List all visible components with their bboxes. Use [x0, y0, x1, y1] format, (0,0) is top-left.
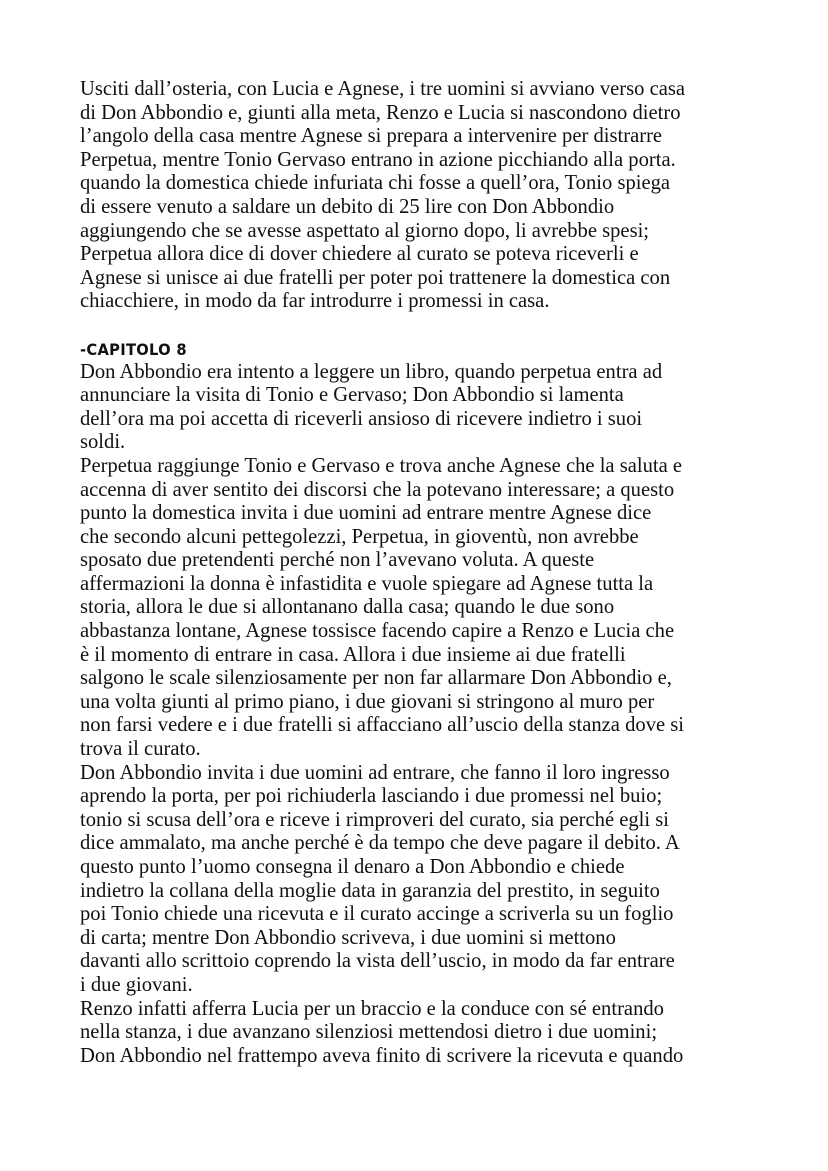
- text-line: Don Abbondio era intento a leggere un libro, quando perpetua entra ad: [80, 360, 663, 383]
- document-page: [80, 78, 780, 1068]
- text-line: questo punto l’uomo consegna il denaro a Don Abbondio e chiede: [80, 856, 625, 878]
- chapter-heading: -CAPITOLO 8: [80, 339, 187, 359]
- text-line: salgono le scale silenziosamente per non far allarmare Don Abbondio e,: [80, 667, 672, 690]
- text-line: Agnese si unisce ai due fratelli per poter poi trattenere la domestica con: [80, 266, 671, 289]
- text-line: accenna di aver sentito dei discorsi che la potevano interessare; a questo: [80, 478, 675, 501]
- text-line: non farsi vedere e i due fratelli si affacciano all’uscio della stanza dove si: [80, 714, 685, 737]
- text-line: trova il curato.: [80, 738, 201, 761]
- text-line: chiacchiere, in modo da far introdurre i promessi in casa.: [80, 290, 550, 313]
- text-line: di essere venuto a saldare un debito di 25 lire con Don Abbondio: [80, 195, 615, 218]
- text-line: aprendo la porta, per poi richiuderla lasciando i due promessi nel buio;: [80, 785, 663, 808]
- text-line: l’angolo della casa mentre Agnese si prepara a intervenire per distrarre: [80, 125, 663, 148]
- text-line: Renzo infatti afferra Lucia per un braccio e la conduce con sé entrando: [80, 997, 664, 1020]
- text-line: quando la domestica chiede infuriata chi fosse a quell’ora, Tonio spiega: [80, 172, 671, 195]
- text-line: aggiungendo che se avesse aspettato al giorno dopo, li avrebbe spesi;: [80, 219, 650, 242]
- text-line: dice ammalato, ma anche perché è da tempo che deve pagare il debito. A: [80, 832, 680, 855]
- text-line: una volta giunti al primo piano, i due giovani si stringono al muro per: [80, 690, 655, 713]
- chapter-body: [80, 361, 780, 1069]
- text-line: di Don Abbondio e, giunti alla meta, Renzo e Lucia si nascondono dietro: [80, 101, 681, 124]
- text-line: di carta; mentre Don Abbondio scriveva, i due uomini si mettono: [80, 926, 616, 949]
- text-line: nella stanza, i due avanzano silenziosi mettendosi dietro i due uomini;: [80, 1021, 658, 1044]
- text-line: punto la domestica invita i due uomini ad entrare mentre Agnese dice: [80, 502, 652, 525]
- paragraph: [80, 762, 780, 998]
- text-line: annunciare la visita di Tonio e Gervaso; Don Abbondio si lamenta: [80, 384, 624, 407]
- text-line: Perpetua raggiunge Tonio e Gervaso e trova anche Agnese che la saluta e: [80, 454, 683, 477]
- text-line: che secondo alcuni pettegolezzi, Perpetua, in gioventù, non avrebbe: [80, 525, 639, 548]
- intro-paragraph: [80, 78, 780, 314]
- text-line: sposato due pretendenti perché non l’avevano voluta. A queste: [80, 549, 595, 572]
- text-line: Perpetua, mentre Tonio Gervaso entrano in azione picchiando alla porta.: [80, 148, 676, 171]
- text-line: davanti allo scrittoio coprendo la vista dell’uscio, in modo da far entrare: [80, 950, 675, 973]
- text-line: Don Abbondio invita i due uomini ad entrare, che fanno il loro ingresso: [80, 761, 670, 784]
- text-line: Perpetua allora dice di dover chiedere al curato se poteva riceverli e: [80, 243, 639, 266]
- text-line: è il momento di entrare in casa. Allora i due insieme ai due fratelli: [80, 643, 626, 666]
- text-line: dell’ora ma poi accetta di riceverli ansioso di ricevere indietro i suoi: [80, 407, 643, 430]
- paragraph: [80, 361, 780, 455]
- paragraph: [80, 455, 780, 762]
- text-line: storia, allora le due si allontanano dalla casa; quando le due sono: [80, 596, 615, 619]
- text-line: poi Tonio chiede una ricevuta e il curato accinge a scriverla su un foglio: [80, 903, 674, 926]
- text-line: soldi.: [80, 431, 126, 454]
- text-line: tonio si scusa dell’ora e riceve i rimproveri del curato, sia perché egli si: [80, 808, 669, 831]
- paragraph: [80, 998, 780, 1069]
- text-line: affermazioni la donna è infastidita e vuole spiegare ad Agnese tutta la: [80, 572, 654, 595]
- text-line: abbastanza lontane, Agnese tossisce facendo capire a Renzo e Lucia che: [80, 620, 675, 643]
- text-line: Usciti dall’osteria, con Lucia e Agnese, i tre uomini si avviano verso casa: [80, 78, 686, 100]
- text-line: Don Abbondio nel frattempo aveva finito di scrivere la ricevuta e quando: [80, 1044, 684, 1067]
- text-line: i due giovani.: [80, 973, 193, 996]
- text-line: indietro la collana della moglie data in garanzia del prestito, in seguito: [80, 879, 660, 902]
